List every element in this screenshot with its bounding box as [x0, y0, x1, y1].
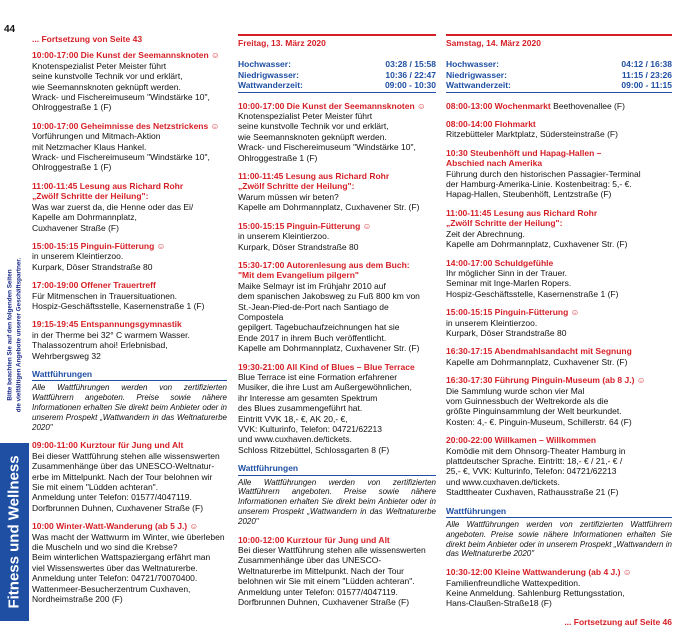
event-time-title: 15:00-15:15 Pinguin-Fütterung ☺ [32, 240, 166, 251]
event-time-title: 14:00-17:00 Schuldgefühle [446, 257, 554, 268]
event-title [238, 362, 436, 372]
event-description: Ritzebütteler Marktplatz, Südersteinstraße (F) [446, 129, 618, 140]
event-description: Was war zuerst da, die Henne oder das Ei/ Kapelle am Dohrmannplatz, Cuxhavener Straße (F) [32, 201, 194, 233]
continuation-header: ... Fortsetzung von Seite 43 [32, 34, 143, 44]
section-title-wattfuehrungen: Wattführungen [238, 463, 436, 475]
event-time-title: 09:00-11:00 Kurztour für Jung und Alt [32, 440, 184, 451]
tide-row [238, 80, 436, 90]
event-title [32, 241, 227, 251]
continuation-footer: ... Fortsetzung auf Seite 46 [564, 616, 672, 627]
event-time-title: 19:30-21:00 All Kind of Blues – Blue Terrace [238, 361, 415, 372]
event-title [238, 221, 436, 231]
event-description: Die Sammlung wurde schon vier Mal vom Guinnessbuch der Weltrekorde als die größte Pinguinsammlung der Welt beurkundet. Kosten: 4,- €. Pinguin-Museum, Schillerstr. 64 (F) [446, 385, 632, 427]
event-title [32, 521, 227, 531]
event-time-title: 16:30-17:15 Abendmahlsandacht mit Segnung [446, 346, 632, 357]
event-title [446, 375, 672, 385]
event-description: Kapelle am Dohrmannplatz, Cuxhavener Str. (F) [446, 356, 628, 367]
side-note [0, 230, 30, 440]
event-time-title: 11:00-11:45 Lesung aus Richard Rohr „Zwölf Schritte der Heilung": [238, 171, 390, 192]
event-time-title: 15:00-15:15 Pinguin-Fütterung ☺ [446, 307, 580, 318]
tide-label: Niedrigwasser: [446, 69, 507, 80]
event-item [446, 148, 672, 200]
event-description: Zeit der Abrechnung. Kapelle am Dohrmannplatz, Cuxhavener Str. (F) [446, 228, 628, 250]
event-item [238, 362, 436, 456]
side-note-line-1: Bitte beachten Sie auf den folgenden Seiten [6, 269, 14, 401]
event-title [446, 208, 672, 229]
event-title [238, 171, 436, 192]
event-description: Maike Selmayr ist im Frühjahr 2010 auf dem spanischen Jakobsweg zu Fuß 800 km von St.-Jean-Pied-de-Port nach Santiago de Compostela gepilgert. Tagebuchaufzeichnungen hat sie Ende 2017 in ihrem Buch veröffentlicht. Kapelle am Dohrmannplatz, Cuxhavener Str. (F) [238, 280, 420, 354]
event-item [446, 435, 672, 497]
event-time-title: 17:00-19:00 Offener Trauertreff [32, 280, 156, 291]
side-note-line-2: die vielfältigen Angebote unserer Geschäftspartner. [15, 257, 22, 413]
event-title [32, 121, 227, 131]
section-text: Alle Wattführungen werden von zertifizierten Wattführern angeboten. Preise sowie nähere Informationen erhalten Sie direkt beim Anbieter oder in unserem Prospekt „Wattwandern in das Weltnaturerbe 2020" [32, 383, 227, 432]
tide-value: 09:00 - 11:15 [621, 80, 672, 91]
tide-row [446, 70, 672, 80]
tide-value: 10:36 / 22:47 [385, 69, 436, 80]
event-description: Für Mitmenschen in Trauersituationen. Hospiz-Geschäftsstelle, Kasernenstraße 1 (F) [32, 290, 205, 311]
event-title [446, 101, 672, 111]
event-time-title: 10:00-12:00 Kurztour für Jung und Alt [238, 534, 390, 545]
event-item [32, 50, 227, 112]
tide-row [238, 59, 436, 69]
tide-value: 04:12 / 16:38 [621, 59, 672, 70]
event-title [238, 101, 436, 111]
tide-label: Wattwanderzeit: [238, 80, 303, 91]
event-item [446, 346, 672, 367]
event-title [32, 50, 227, 60]
event-time-title: 10:30 Steubenhöft und Hapag-Hallen – Abschied nach Amerika [446, 147, 602, 169]
event-item [32, 241, 227, 272]
event-description: in der Therme bei 32° C warmem Wasser. Thalassozentrum ahoi! Erlebnisbad, Wehrbergsweg 32 [32, 329, 190, 361]
event-time-title: 11:00-11:45 Lesung aus Richard Rohr „Zwölf Schritte der Heilung": [446, 207, 598, 229]
event-time-title: 16:30-17:30 Führung Pinguin-Museum (ab 8 J.) ☺ [446, 375, 646, 386]
event-item [238, 101, 436, 163]
event-description: Familienfreundliche Wattexpedition. Keine Anmeldung. Sahlenburg Rettungsstation, Hans-Claußen-Straße18 (F) [446, 577, 625, 609]
section-tab [0, 443, 29, 621]
column-2 [238, 34, 436, 615]
tide-row [446, 59, 672, 69]
event-time-title: 19:15-19:45 Entspannungsgymnastik [32, 319, 182, 330]
tide-row [238, 70, 436, 80]
event-title [446, 435, 672, 445]
event-description: Bei dieser Wattführung stehen alle wissenswerten Zusammenhänge über das UNESCO-Weltnatur- erbe im Mittelpunkt. Nach der Tour belohnen wir Sie mit einem "Lüdden achteran". Anmeldung unter Telefon: 01577/4047119. Dorfbrunnen Duhnen, Cuxhavener Straße (F) [32, 450, 220, 513]
tide-label: Wattwanderzeit: [446, 80, 511, 91]
day-header-saturday: Samstag, 14. März 2020 [446, 38, 541, 48]
event-title [446, 346, 672, 356]
section-title-wattfuehrungen: Wattführungen [446, 506, 672, 518]
event-title [32, 440, 227, 450]
event-time-title: 10:00-17:00 Die Kunst der Seemannsknoten ☺ [32, 50, 220, 61]
event-description: Führung durch den historischen Passagier-Terminal der Hamburg-Amerika-Linie. Kostenbeitrag: 5,- €. Hapag-Hallen, Steubenhöft, Lentzstraße (F) [446, 168, 641, 200]
event-title [32, 280, 227, 290]
column-1 [32, 34, 227, 612]
event-description: Was macht der Wattwurm im Winter, wie überleben die Muscheln und wo sind die Krebse? Beim winterlichen Wattspaziergang erfährt man viel Wissenswertes über das Weltnaturerbe. Anmeldung unter Telefon: 04721/70070400. Wattenmeer-Besucherzentrum Cuxhaven, Nordheimstraße 200 (F) [32, 531, 225, 605]
event-time-title: 20:00-22:00 Willkamen – Willkommen [446, 435, 597, 446]
column-3 [446, 34, 672, 627]
event-description: in unserem Kleintierzoo. Kurpark, Döser Strandstraße 80 [32, 251, 153, 272]
event-item [446, 119, 672, 140]
event-time-title: 10:00 Winter-Watt-Wanderung (ab 5 J.) ☺ [32, 521, 199, 532]
event-time-title: 15:00-15:15 Pinguin-Fütterung ☺ [238, 220, 372, 231]
event-description: Knotenspezialist Peter Meister führt seine kunstvolle Technik vor und erklärt, wie Seemannsknoten geknüpft werden. Wrack- und Fischereimuseum "Windstärke 10", Ohlroggestraße 1 (F) [32, 60, 210, 113]
section-text: Alle Wattführungen werden von zertifizierten Wattführern angeboten. Preise sowie nähere Informationen erhalten Sie direkt beim Anbieter oder in unserem Prospekt „Wattwandern in das Weltnaturerbe 2020" [238, 477, 436, 526]
tide-label: Hochwasser: [446, 59, 499, 70]
event-item [32, 440, 227, 513]
event-description: in unserem Kleintierzoo. Kurpark, Döser Strandstraße 80 [238, 231, 359, 252]
event-location-inline: Beethovenallee (F) [550, 100, 625, 111]
event-item [238, 535, 436, 608]
event-description: Blue Terrace ist eine Formation erfahrener Musiker, die ihre Lust am Außergewöhnlichen, ihr Interesse am gesamten Spektrum des Blues zusammengeführt hat. Eintritt VVK 18,- €, AK 20,- €, VVK: Kulturinfo, Telefon: 04721/62213 und www.cuxhaven.de/tickets. Schloss Ritzebüttel, Schlossgarten 8 (F) [238, 371, 412, 455]
tide-row [446, 80, 672, 90]
event-item [446, 258, 672, 300]
event-item [238, 171, 436, 213]
event-title [238, 260, 436, 281]
event-description: Warum müssen wir beten? Kapelle am Dohrmannplatz, Cuxhavener Str. (F) [238, 191, 420, 213]
event-description: Knotenspezialist Peter Meister führt seine kunstvolle Technik vor und erklärt, wie Seemannsknoten geknüpft werden. Wrack- und Fischereimuseum "Windstärke 10", Ohlroggestraße 1 (F) [238, 111, 416, 163]
event-item [446, 375, 672, 427]
event-description: Vorführungen und Mitmach-Aktion mit Netzmacher Klaus Hankel. Wrack- und Fischereimuseum "Windstärke 10", Ohlroggestraße 1 (F) [32, 131, 210, 173]
day-header-friday: Freitag, 13. März 2020 [238, 38, 326, 48]
event-time-title: 10:30-12:00 Kleine Wattwanderung (ab 4 J.) ☺ [446, 567, 632, 578]
event-item [238, 260, 436, 354]
tide-table [446, 59, 672, 92]
event-item [32, 181, 227, 233]
event-title [32, 319, 227, 329]
event-time-title: 11:00-11:45 Lesung aus Richard Rohr „Zwölf Schritte der Heilung": [32, 180, 184, 202]
event-description: Komödie mit dem Ohnsorg-Theater Hamburg in plattdeutscher Sprache. Eintritt: 18,- € / 21,- € / 25,- €, VVK: Kulturinfo, Telefon: 04721/62213 und www.cuxhaven.de/tickets. Stadttheater Cuxhaven, Rathausstraße 21 (F) [446, 445, 626, 498]
event-description: Bei dieser Wattführung stehen alle wissenswerten Zusammenhänge über das UNESCO- Weltnaturerbe im Mittelpunkt. Nach der Tour belohnen wir Sie mit einem "Lüdden achteran". Anmeldung unter Telefon: 01577/4047119. Dorfbrunnen Duhnen, Cuxhavener Straße (F) [238, 545, 426, 608]
event-item [32, 280, 227, 311]
event-item [32, 521, 227, 604]
tide-label: Hochwasser: [238, 59, 291, 70]
event-title [446, 567, 672, 577]
event-time-title: 15:30-17:00 Autorenlesung aus dem Buch: "Mit dem Evangelium pilgern" [238, 259, 410, 281]
event-time-title: 10:00-17:00 Geheimnisse des Netzstrickens ☺ [32, 120, 220, 131]
event-item [446, 101, 672, 111]
event-item [446, 208, 672, 250]
event-time-title: 08:00-14:00 Flohmarkt [446, 119, 536, 130]
event-item [446, 307, 672, 338]
section-text: Alle Wattführungen werden von zertifizierten Wattführern angeboten. Preise sowie nähere Informationen erhalten Sie direkt beim Anbieter oder in unserem Prospekt „Wattwandern in das Weltnaturerbe 2020" [446, 520, 672, 559]
event-title [32, 181, 227, 202]
event-title [446, 307, 672, 317]
tide-value: 09:00 - 10:30 [384, 80, 436, 91]
event-item [446, 567, 672, 609]
event-title [238, 535, 436, 545]
tide-table [238, 59, 436, 92]
event-description: Ihr möglicher Sinn in der Trauer. Seminar mit Inge-Marlen Ropers. Hospiz-Geschäftsstelle, Kasernenstraße 1 (F) [446, 267, 619, 299]
event-title [446, 148, 672, 169]
event-time-title: 08:00-13:00 Wochenmarkt [446, 100, 551, 111]
event-title [446, 119, 672, 129]
event-item [32, 319, 227, 361]
section-tab-label: Fitness und Wellness [5, 455, 23, 609]
page-number: 44 [4, 24, 16, 35]
event-item [32, 121, 227, 173]
event-description: in unserem Kleintierzoo. Kurpark, Döser Strandstraße 80 [446, 317, 567, 338]
tide-value: 03:28 / 15:58 [385, 59, 436, 70]
event-title [446, 258, 672, 268]
tide-label: Niedrigwasser: [238, 69, 299, 80]
tide-value: 11:15 / 23:26 [621, 69, 672, 80]
event-time-title: 10:00-17:00 Die Kunst der Seemannsknoten ☺ [238, 100, 426, 111]
section-title-wattfuehrungen: Wattführungen [32, 369, 227, 381]
event-item [238, 221, 436, 252]
